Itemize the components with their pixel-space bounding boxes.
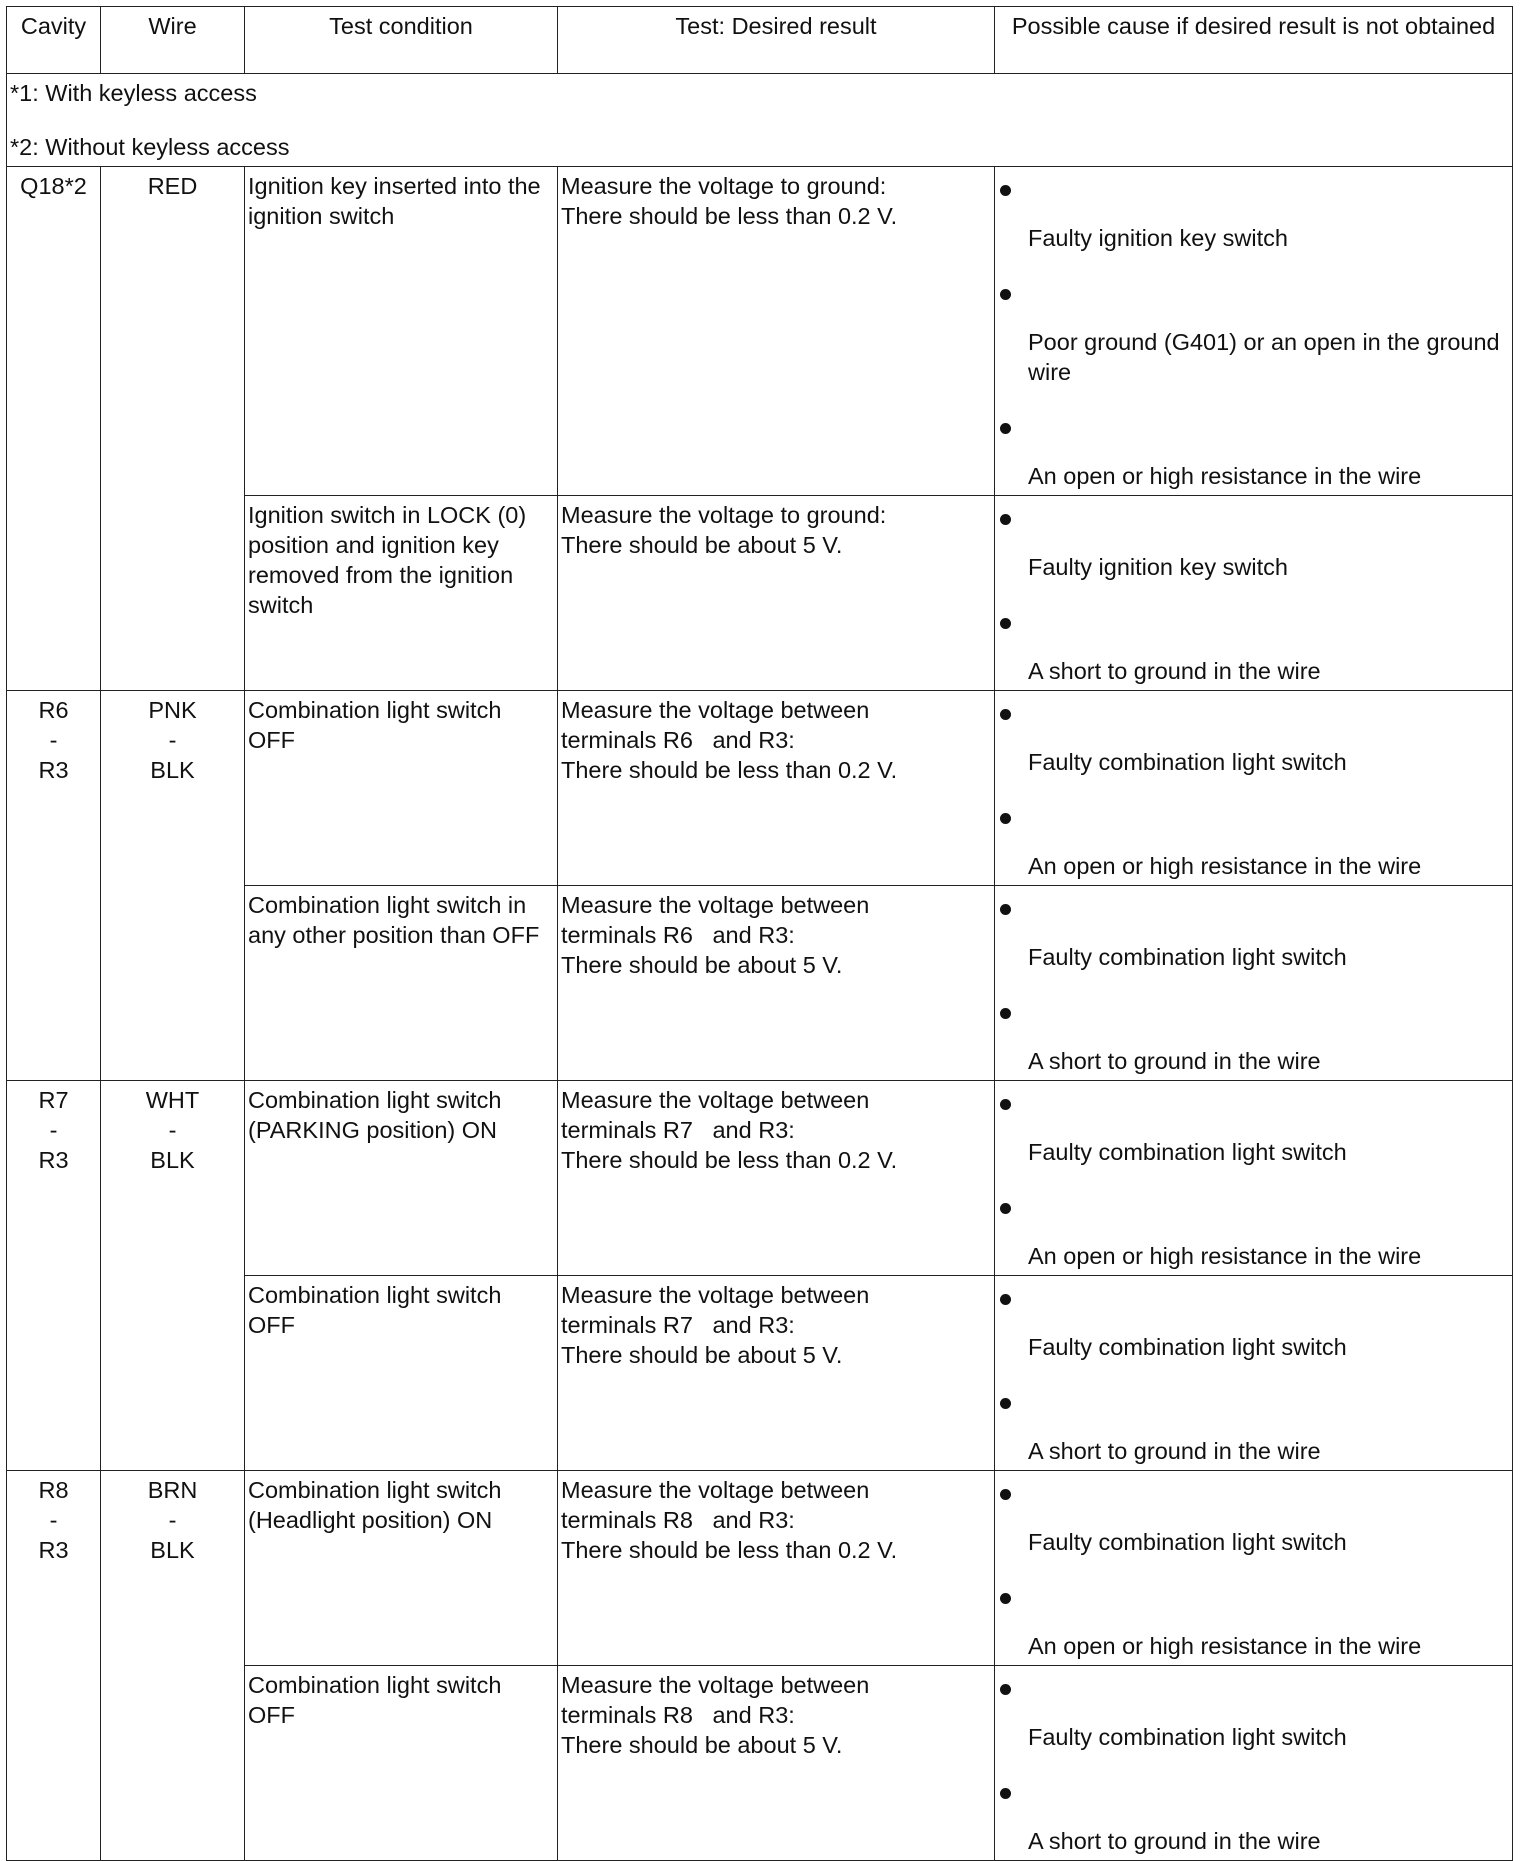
test-condition-cell: Combination light switch in any other position than OFF bbox=[245, 886, 558, 1081]
result-line: There should be about 5 V. bbox=[561, 532, 843, 558]
result-line: Measure the voltage between bbox=[561, 1282, 870, 1308]
test-condition-cell: Combination light switch OFF bbox=[245, 1666, 558, 1861]
result-line: terminals R7 and R3: bbox=[561, 1117, 795, 1143]
test-condition-cell: Combination light switch (Headlight position) ON bbox=[245, 1471, 558, 1666]
bullet-icon bbox=[1000, 289, 1011, 300]
table-row bbox=[7, 691, 1513, 886]
possible-cause-cell bbox=[995, 1471, 1513, 1666]
bullet-icon bbox=[1000, 1099, 1011, 1110]
test-condition-cell: Combination light switch OFF bbox=[245, 691, 558, 886]
possible-cause-cell bbox=[995, 886, 1513, 1081]
test-condition-cell: Ignition key inserted into the ignition switch bbox=[245, 167, 558, 496]
result-line: There should be less than 0.2 V. bbox=[561, 203, 898, 229]
cavity-top: R7 bbox=[38, 1087, 69, 1113]
header-row bbox=[7, 7, 1513, 74]
bullet-icon bbox=[1000, 618, 1011, 629]
result-line: Measure the voltage between bbox=[561, 1087, 870, 1113]
result-line: Measure the voltage between bbox=[561, 1672, 870, 1698]
header-desired-result: Test: Desired result bbox=[558, 7, 995, 74]
cavity-cell bbox=[7, 691, 101, 1081]
cause-item: Faulty combination light switch bbox=[1028, 1334, 1347, 1360]
possible-cause-cell bbox=[995, 167, 1513, 496]
cause-item: Faulty combination light switch bbox=[1028, 1724, 1347, 1750]
header-test-condition: Test condition bbox=[245, 7, 558, 74]
result-line: Measure the voltage between bbox=[561, 1477, 870, 1503]
result-line: There should be less than 0.2 V. bbox=[561, 1147, 898, 1173]
desired-result-cell bbox=[558, 1666, 995, 1861]
possible-cause-cell bbox=[995, 1276, 1513, 1471]
cause-item: An open or high resistance in the wire bbox=[1028, 1633, 1422, 1659]
result-line: Measure the voltage to ground: bbox=[561, 502, 887, 528]
footnote-no-keyless: *2: Without keyless access bbox=[10, 134, 290, 160]
cavity-bottom: R3 bbox=[38, 1147, 69, 1173]
wire-top: PNK bbox=[148, 697, 197, 723]
cavity-cell: Q18*2 bbox=[7, 167, 101, 691]
header-cavity: Cavity bbox=[7, 7, 101, 74]
bullet-icon bbox=[1000, 709, 1011, 720]
bullet-icon bbox=[1000, 1788, 1011, 1799]
result-line: There should be about 5 V. bbox=[561, 1732, 843, 1758]
cavity-dash: - bbox=[49, 1117, 58, 1143]
bullet-icon bbox=[1000, 1294, 1011, 1305]
wire-top: BRN bbox=[147, 1477, 198, 1503]
result-line: terminals R6 and R3: bbox=[561, 922, 795, 948]
possible-cause-cell bbox=[995, 1081, 1513, 1276]
wire-dash: - bbox=[168, 1507, 177, 1533]
cause-item: An open or high resistance in the wire bbox=[1028, 853, 1422, 879]
bullet-icon bbox=[1000, 1489, 1011, 1500]
result-line: terminals R6 and R3: bbox=[561, 727, 795, 753]
footnotes bbox=[7, 74, 1513, 167]
desired-result-cell bbox=[558, 1081, 995, 1276]
diagnostic-table-sheet bbox=[6, 6, 1512, 1861]
cause-item: Faulty combination light switch bbox=[1028, 1529, 1347, 1555]
wire-dash: - bbox=[168, 727, 177, 753]
test-condition-cell: Combination light switch OFF bbox=[245, 1276, 558, 1471]
wire-bottom: BLK bbox=[150, 757, 195, 783]
table-row bbox=[7, 167, 1513, 496]
cause-item: A short to ground in the wire bbox=[1028, 1438, 1321, 1464]
wire-cell bbox=[101, 1471, 245, 1861]
cavity-top: R6 bbox=[38, 697, 69, 723]
result-line: Measure the voltage between bbox=[561, 697, 870, 723]
result-line: There should be about 5 V. bbox=[561, 952, 843, 978]
cavity-dash: - bbox=[49, 727, 58, 753]
result-line: There should be less than 0.2 V. bbox=[561, 1537, 898, 1563]
possible-cause-cell bbox=[995, 1666, 1513, 1861]
result-line: terminals R8 and R3: bbox=[561, 1507, 795, 1533]
wire-cell bbox=[101, 1081, 245, 1471]
diagnostic-table bbox=[6, 6, 1513, 1861]
result-line: terminals R8 and R3: bbox=[561, 1702, 795, 1728]
footnote-keyless: *1: With keyless access bbox=[10, 80, 257, 106]
cause-item: A short to ground in the wire bbox=[1028, 658, 1321, 684]
wire-bottom: BLK bbox=[150, 1147, 195, 1173]
bullet-icon bbox=[1000, 1203, 1011, 1214]
test-condition-cell: Ignition switch in LOCK (0) position and ignition key removed from the ignition switch bbox=[245, 496, 558, 691]
test-condition-cell: Combination light switch (PARKING position) ON bbox=[245, 1081, 558, 1276]
wire-cell: RED bbox=[101, 167, 245, 691]
desired-result-cell bbox=[558, 1276, 995, 1471]
notes-row bbox=[7, 74, 1513, 167]
cause-item: Faulty ignition key switch bbox=[1028, 225, 1288, 251]
bullet-icon bbox=[1000, 185, 1011, 196]
desired-result-cell bbox=[558, 886, 995, 1081]
bullet-icon bbox=[1000, 1008, 1011, 1019]
header-wire: Wire bbox=[101, 7, 245, 74]
bullet-icon bbox=[1000, 904, 1011, 915]
result-line: terminals R7 and R3: bbox=[561, 1312, 795, 1338]
wire-top: WHT bbox=[145, 1087, 200, 1113]
possible-cause-cell bbox=[995, 496, 1513, 691]
cavity-cell bbox=[7, 1081, 101, 1471]
cavity-cell bbox=[7, 1471, 101, 1861]
cavity-bottom: R3 bbox=[38, 757, 69, 783]
table-row bbox=[7, 1081, 1513, 1276]
cause-item: An open or high resistance in the wire bbox=[1028, 463, 1422, 489]
cavity-top: R8 bbox=[38, 1477, 69, 1503]
bullet-icon bbox=[1000, 423, 1011, 434]
cause-item: A short to ground in the wire bbox=[1028, 1828, 1321, 1854]
result-line: Measure the voltage to ground: bbox=[561, 173, 887, 199]
bullet-icon bbox=[1000, 1593, 1011, 1604]
wire-bottom: BLK bbox=[150, 1537, 195, 1563]
bullet-icon bbox=[1000, 813, 1011, 824]
cause-item: Poor ground (G401) or an open in the ground wire bbox=[1028, 329, 1500, 385]
cause-item: A short to ground in the wire bbox=[1028, 1048, 1321, 1074]
possible-cause-cell bbox=[995, 691, 1513, 886]
desired-result-cell bbox=[558, 1471, 995, 1666]
cause-item: Faulty ignition key switch bbox=[1028, 554, 1288, 580]
bullet-icon bbox=[1000, 1398, 1011, 1409]
desired-result-cell bbox=[558, 691, 995, 886]
cavity-bottom: R3 bbox=[38, 1537, 69, 1563]
desired-result-cell bbox=[558, 167, 995, 496]
cause-item: Faulty combination light switch bbox=[1028, 1139, 1347, 1165]
cause-item: Faulty combination light switch bbox=[1028, 749, 1347, 775]
cause-item: Faulty combination light switch bbox=[1028, 944, 1347, 970]
cause-item: An open or high resistance in the wire bbox=[1028, 1243, 1422, 1269]
wire-cell bbox=[101, 691, 245, 1081]
bullet-icon bbox=[1000, 514, 1011, 525]
header-possible-cause: Possible cause if desired result is not obtained bbox=[995, 7, 1513, 74]
result-line: There should be about 5 V. bbox=[561, 1342, 843, 1368]
bullet-icon bbox=[1000, 1684, 1011, 1695]
cavity-dash: - bbox=[49, 1507, 58, 1533]
wire-dash: - bbox=[168, 1117, 177, 1143]
result-line: Measure the voltage between bbox=[561, 892, 870, 918]
desired-result-cell bbox=[558, 496, 995, 691]
result-line: There should be less than 0.2 V. bbox=[561, 757, 898, 783]
table-row bbox=[7, 1471, 1513, 1666]
